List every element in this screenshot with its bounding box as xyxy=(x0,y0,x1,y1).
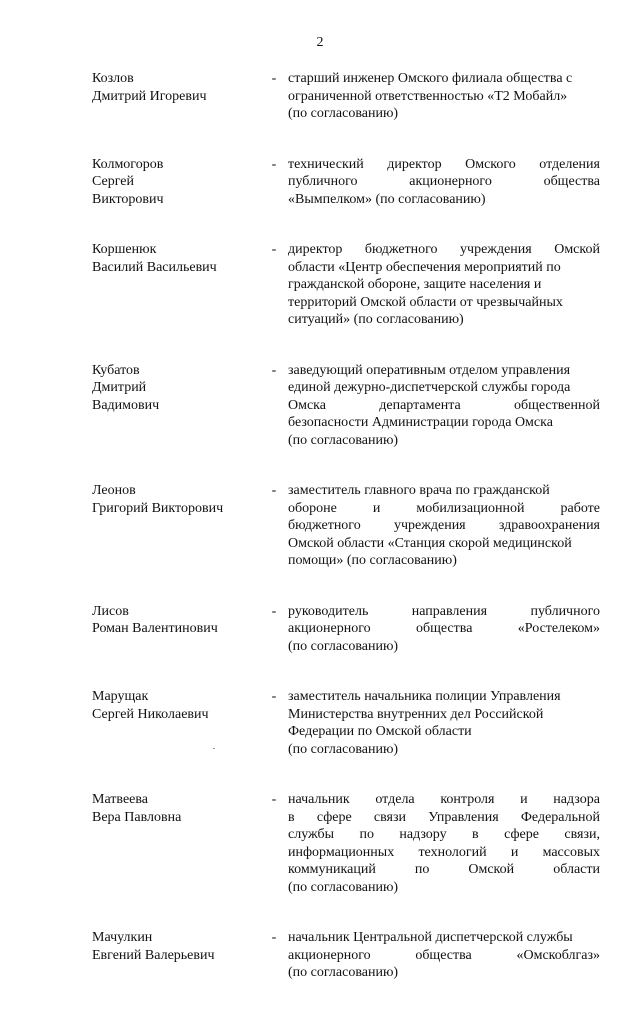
given-name: Василий Васильевич xyxy=(92,259,217,275)
position-line: Омска департамента общественной xyxy=(288,397,600,413)
position-line: «Вымпелком» (по согласованию) xyxy=(288,191,486,207)
separator-dash: - xyxy=(271,603,277,619)
separator-dash: - xyxy=(271,71,277,86)
position-line: заместитель главного врача по гражданской xyxy=(288,483,550,498)
position-description xyxy=(288,791,600,896)
position-line: (по согласованию) xyxy=(288,638,399,654)
position-line: (по согласованию) xyxy=(288,879,399,895)
separator-dash: - xyxy=(271,792,277,807)
position-line: помощи» (по согласованию) xyxy=(288,553,457,568)
surname: Леонов xyxy=(92,483,136,498)
position-description xyxy=(288,70,600,123)
person-name xyxy=(92,241,260,276)
position-line: начальник Центральной диспетчерской службы xyxy=(288,930,573,945)
position-line: акционерного общества «Ростелеком» xyxy=(288,621,600,636)
person-name xyxy=(92,603,260,638)
given-name: Дмитрий Игоревич xyxy=(92,88,207,104)
member-entry xyxy=(92,929,600,982)
position-line: Омской области «Станция скорой медицинской xyxy=(288,535,572,551)
person-name xyxy=(92,156,260,209)
scan-speck xyxy=(213,748,215,749)
position-line: (по согласованию) xyxy=(288,432,399,448)
position-line: гражданской обороне, защите населения и xyxy=(288,277,542,292)
page-number: 2 xyxy=(316,35,324,50)
position-description xyxy=(288,929,600,982)
member-list xyxy=(92,70,600,1015)
position-line: коммуникаций по Омской области xyxy=(288,862,600,877)
patronymic: Вадимович xyxy=(92,397,160,413)
member-entry xyxy=(92,791,600,896)
position-line: области «Центр обеспечения мероприятий по xyxy=(288,259,561,275)
member-entry xyxy=(92,70,600,123)
given-name: Сергей Николаевич xyxy=(92,706,209,722)
surname: Коршенюк xyxy=(92,242,157,257)
position-description xyxy=(288,688,600,758)
position-line: Федерации по Омской области xyxy=(288,724,472,739)
surname: Лисов xyxy=(92,603,129,619)
person-name xyxy=(92,362,260,415)
position-line: акционерного общества «Омскоблгаз» xyxy=(288,947,600,963)
position-line: публичного акционерного общества xyxy=(288,174,600,189)
member-entry xyxy=(92,482,600,570)
position-line: информационных технологий и массовых xyxy=(288,844,600,860)
given-name: Вера Павловна xyxy=(92,809,182,825)
position-line: в сфере связи Управления Федеральной xyxy=(288,809,600,825)
position-line: директор бюджетного учреждения Омской xyxy=(288,242,600,257)
separator-dash: - xyxy=(271,362,277,378)
separator-dash: - xyxy=(271,242,277,257)
patronymic: Викторович xyxy=(92,191,164,207)
position-line: начальник отдела контроля и надзора xyxy=(288,792,600,807)
person-name xyxy=(92,70,260,105)
separator-dash: - xyxy=(271,483,277,498)
position-line: (по согласованию) xyxy=(288,741,399,757)
position-description xyxy=(288,603,600,656)
position-line: службы по надзору в сфере связи, xyxy=(288,827,600,842)
given-name: Сергей xyxy=(92,174,134,189)
member-entry xyxy=(92,362,600,450)
position-line: территорий Омской области от чрезвычайных xyxy=(288,294,563,310)
surname: Колмогоров xyxy=(92,156,164,172)
position-line: заведующий оперативным отделом управления xyxy=(288,362,571,378)
given-name: Григорий Викторович xyxy=(92,500,224,516)
position-description xyxy=(288,156,600,209)
position-line: ситуаций» (по согласованию) xyxy=(288,312,464,327)
position-description xyxy=(288,241,600,329)
surname: Мачулкин xyxy=(92,930,153,945)
position-line: Министерства внутренних дел Российской xyxy=(288,706,544,722)
given-name: Евгений Валерьевич xyxy=(92,947,215,963)
position-line: бюджетного учреждения здравоохранения xyxy=(288,518,600,533)
person-name xyxy=(92,688,260,723)
position-line: (по согласованию) xyxy=(288,965,399,980)
member-entry xyxy=(92,603,600,656)
member-entry xyxy=(92,241,600,329)
position-line: ограниченной ответственностью «Т2 Мобайл» xyxy=(288,88,568,104)
position-line: (по согласованию) xyxy=(288,106,399,121)
position-description xyxy=(288,362,600,450)
position-description xyxy=(288,482,600,570)
member-entry xyxy=(92,688,600,758)
position-line: заместитель начальника полиции Управления xyxy=(288,689,561,704)
surname: Марущак xyxy=(92,689,149,704)
given-name: Роман Валентинович xyxy=(92,621,218,636)
separator-dash: - xyxy=(271,689,277,704)
position-line: единой дежурно-диспетчерской службы города xyxy=(288,380,571,395)
position-line: безопасности Администрации города Омска xyxy=(288,415,553,430)
given-name: Дмитрий xyxy=(92,380,147,395)
member-entry xyxy=(92,156,600,209)
position-line: руководитель направления публичного xyxy=(288,603,600,619)
separator-dash: - xyxy=(271,156,277,172)
separator-dash: - xyxy=(271,930,277,945)
person-name xyxy=(92,791,260,826)
person-name xyxy=(92,482,260,517)
position-line: старший инженер Омского филиала общества с xyxy=(288,71,573,86)
surname: Матвеева xyxy=(92,792,149,807)
position-line: технический директор Омского отделения xyxy=(288,156,600,172)
position-line: обороне и мобилизационной работе xyxy=(288,500,600,516)
surname: Козлов xyxy=(92,71,134,86)
person-name xyxy=(92,929,260,964)
surname: Кубатов xyxy=(92,362,140,378)
